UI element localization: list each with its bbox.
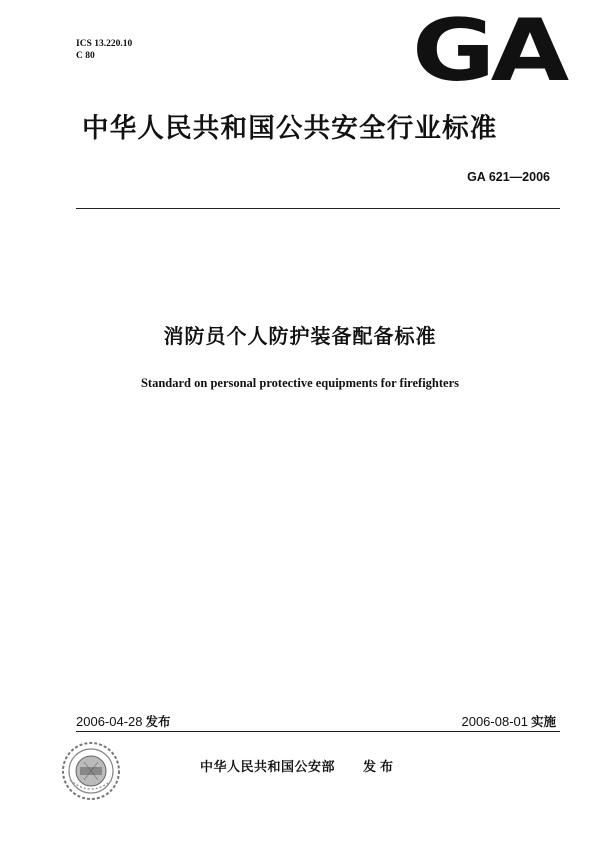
issue-label: 发布 xyxy=(145,714,171,729)
document-title-english: Standard on personal protective equipments for firefighters xyxy=(140,376,460,390)
ccs-code: C 80 xyxy=(76,51,95,61)
publisher-verb: 发布 xyxy=(363,760,398,775)
standard-number: GA 621—2006 xyxy=(467,170,550,184)
ga-logo-text: GA xyxy=(412,1,565,101)
header-divider xyxy=(76,208,560,209)
footer-divider xyxy=(76,731,560,732)
document-title-chinese: 消防员个人防护装备配备标准 xyxy=(163,324,437,348)
issue-date: 2006-04-28 xyxy=(76,714,143,729)
publisher-name: 中华人民共和国公安部 xyxy=(200,760,336,775)
implement-date-line xyxy=(461,712,556,730)
implement-label: 实施 xyxy=(530,714,556,729)
classification-codes xyxy=(76,38,132,62)
issue-date-line xyxy=(76,712,171,730)
ics-code: ICS 13.220.10 xyxy=(76,39,133,49)
publisher-line xyxy=(200,756,397,775)
implement-date: 2006-08-01 xyxy=(461,714,528,729)
standard-type-title: 中华人民共和国公共安全行业标准 xyxy=(82,113,498,144)
seal-stamp-icon xyxy=(60,740,122,802)
ga-logo xyxy=(412,1,565,101)
